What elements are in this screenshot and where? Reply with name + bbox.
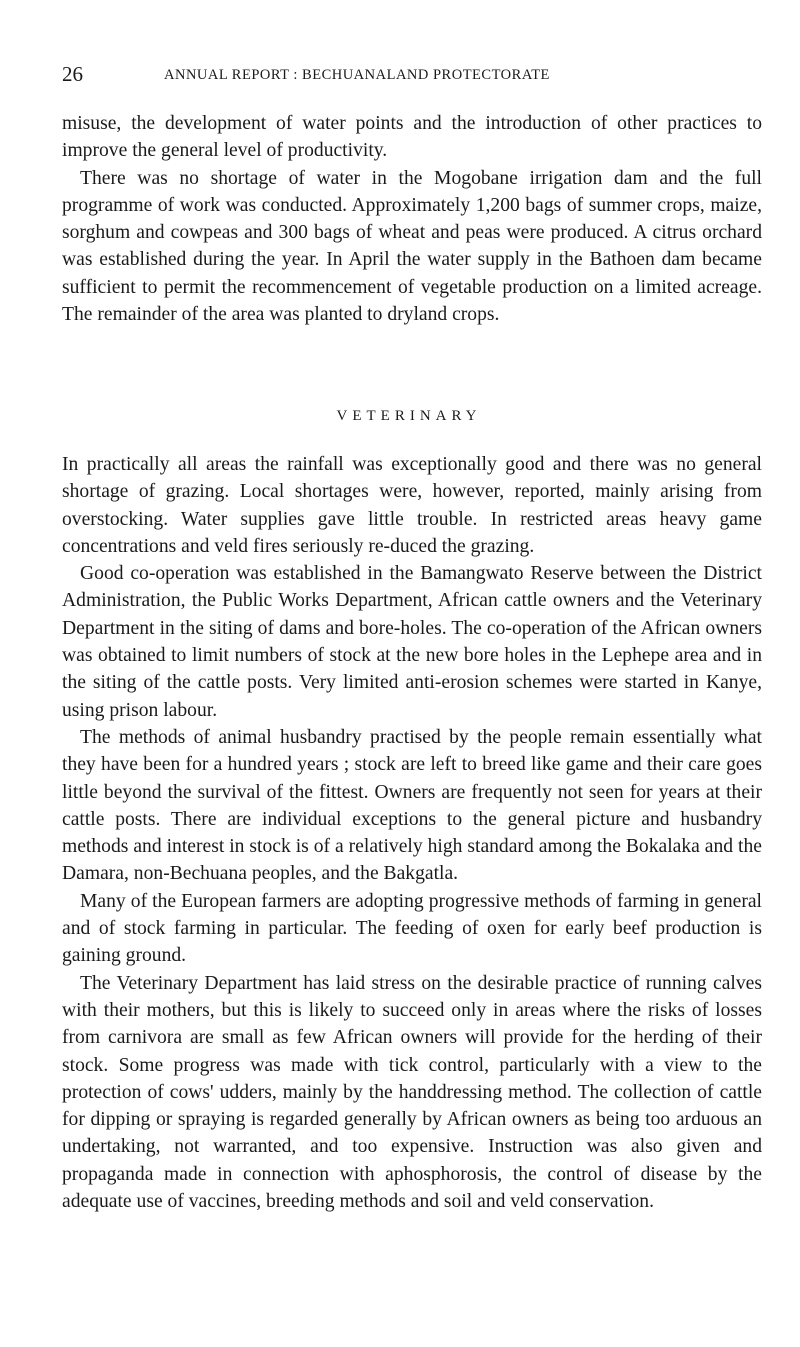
paragraph: misuse, the development of water points and the introduction of other practices to improve the general level of productivity.	[62, 113, 762, 162]
section-intro	[62, 110, 762, 328]
running-title: ANNUAL REPORT : BECHUANALAND PROTECTORATE	[164, 67, 550, 83]
page-header	[62, 62, 742, 92]
page-number: 26	[62, 62, 83, 86]
paragraph: The methods of animal husbandry practised by the people remain essentially what they have been for a hundred years ; stock are left to breed like game and their care goes little beyond the survival of the fittest. Owners are frequently not seen for years at their cattle posts. There are individual exceptions to the general picture and husbandry methods and interest in stock is of a relatively high standard among the Bokalaka and the Damara, non-Bechuana peoples, and the Bakgatla.	[62, 726, 762, 885]
section-veterinary	[62, 451, 762, 1215]
paragraph: Good co-operation was established in the Bamangwato Reserve between the District Administration, the Public Works Department, African cattle owners and the Veterinary Department in the siting of dams and bore-holes. The co-operation of the African owners was obtained to limit numbers of stock at the new bore holes in the Lephepe area and in the siting of the cattle posts. Very limited anti-erosion schemes were started in Kanye, using prison labour.	[62, 563, 762, 721]
section-heading-veterinary: VETERINARY	[336, 408, 482, 424]
paragraph: In practically all areas the rainfall was exceptionally good and there was no general shortage of grazing. Local shortages were, however, reported, mainly arising from overstocking. Water supplies gave little trouble. In restricted areas heavy game concentrations and veld fires seriously re-duced the grazing.	[62, 454, 762, 557]
paragraph: Many of the European farmers are adopting progressive methods of farming in general and of stock farming in particular. The feeding of oxen for early beef production is gaining ground.	[62, 890, 762, 967]
paragraph: The Veterinary Department has laid stress on the desirable practice of running calves with their mothers, but this is likely to succeed only in areas where the risks of losses from carnivora are small as few African owners will provide for the herding of their stock. Some progress was made with tick control, particularly with a view to the protection of cows' udders, mainly by the handdressing method. The collection of cattle for dipping or spraying is regarded generally by African owners as being too arduous an undertaking, not warranted, and too expensive. Instruction was also given and propaganda made in connection with aphosphorosis, the control of disease by the adequate use of vaccines, breeding methods and soil and veld conservation.	[62, 972, 762, 1213]
paragraph: There was no shortage of water in the Mogobane irrigation dam and the full programme of work was conducted. Approximately 1,200 bags of summer crops, maize, sorghum and cowpeas and 300 bags of wheat and peas were produced. A citrus orchard was established during the year. In April the water supply in the Bathoen dam became sufficient to permit the recommencement of vegetable production on a limited acreage. The remainder of the area was planted to dryland crops.	[62, 167, 762, 326]
